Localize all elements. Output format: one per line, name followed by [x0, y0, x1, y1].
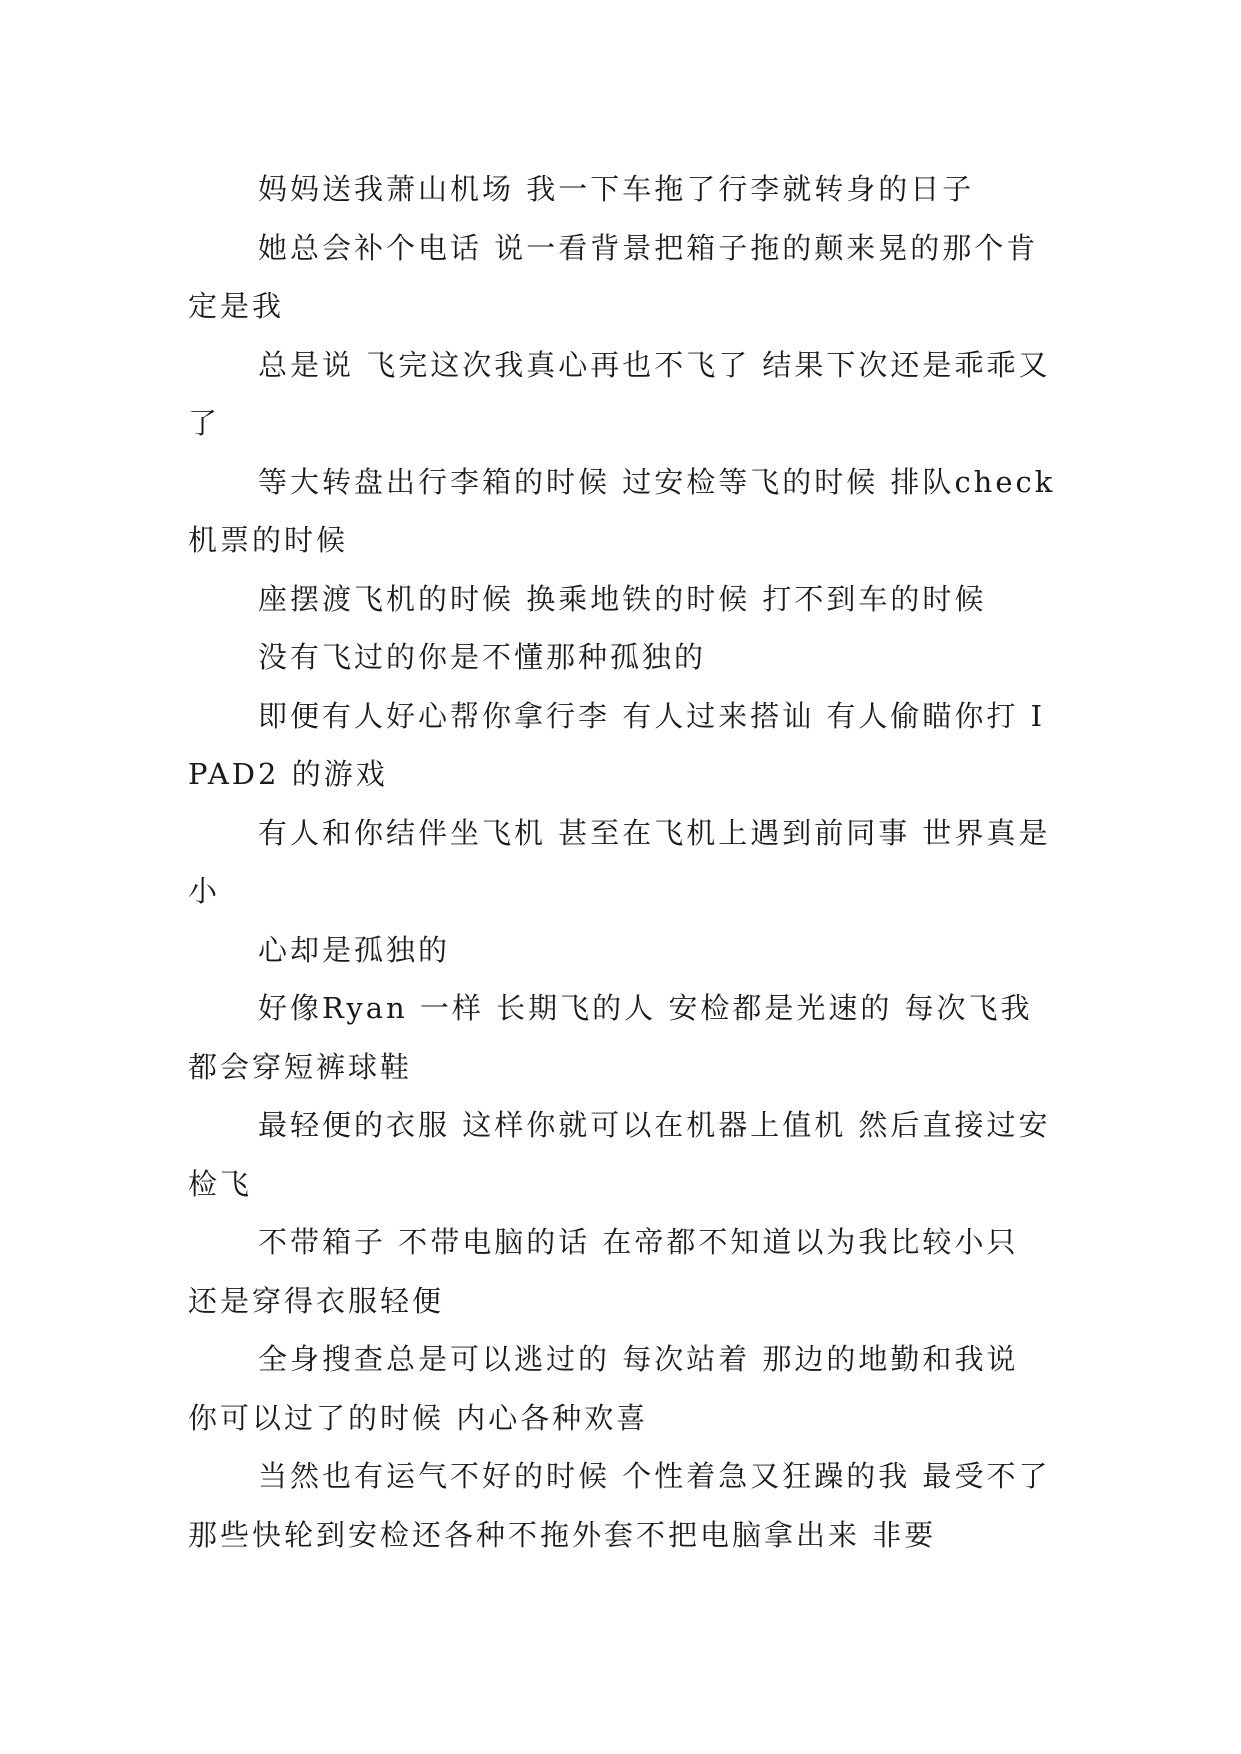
paragraph: 好像Ryan 一样 长期飞的人 安检都是光速的 每次飞我都会穿短裤球鞋 [188, 991, 1033, 1084]
paragraph: 有人和你结伴坐飞机 甚至在飞机上遇到前同事 世界真是小 [188, 815, 1051, 908]
paragraph: 不带箱子 不带电脑的话 在帝都不知道以为我比较小只 还是穿得衣服轻便 [188, 1225, 1019, 1318]
paragraph: 座摆渡飞机的时候 换乘地铁的时候 打不到车的时候 [258, 581, 987, 616]
paragraph: 等大转盘出行李箱的时候 过安检等飞的时候 排队check 机票的时候 [188, 464, 1056, 557]
paragraph: 即便有人好心帮你拿行李 有人过来搭讪 有人偷瞄你打 IPAD2 的游戏 [188, 698, 1046, 791]
document-page [188, 160, 1058, 1564]
paragraph: 最轻便的衣服 这样你就可以在机器上值机 然后直接过安检飞 [188, 1108, 1051, 1201]
paragraph: 心却是孤独的 [258, 932, 451, 967]
paragraph: 当然也有运气不好的时候 个性着急又狂躁的我 最受不了那些快轮到安检还各种不拖外套不把电脑拿出来 非要 [188, 1459, 1051, 1552]
paragraph: 她总会补个电话 说一看背景把箱子拖的颠来晃的那个肯定是我 [188, 230, 1039, 323]
paragraph: 妈妈送我萧山机场 我一下车拖了行李就转身的日子 [258, 172, 975, 206]
paragraph: 全身搜查总是可以逃过的 每次站着 那边的地勤和我说 你可以过了的时候 内心各种欢喜 [188, 1342, 1019, 1435]
paragraph: 没有飞过的你是不懂那种孤独的 [258, 640, 707, 674]
paragraph: 总是说 飞完这次我真心再也不飞了 结果下次还是乖乖又了 [188, 347, 1051, 440]
